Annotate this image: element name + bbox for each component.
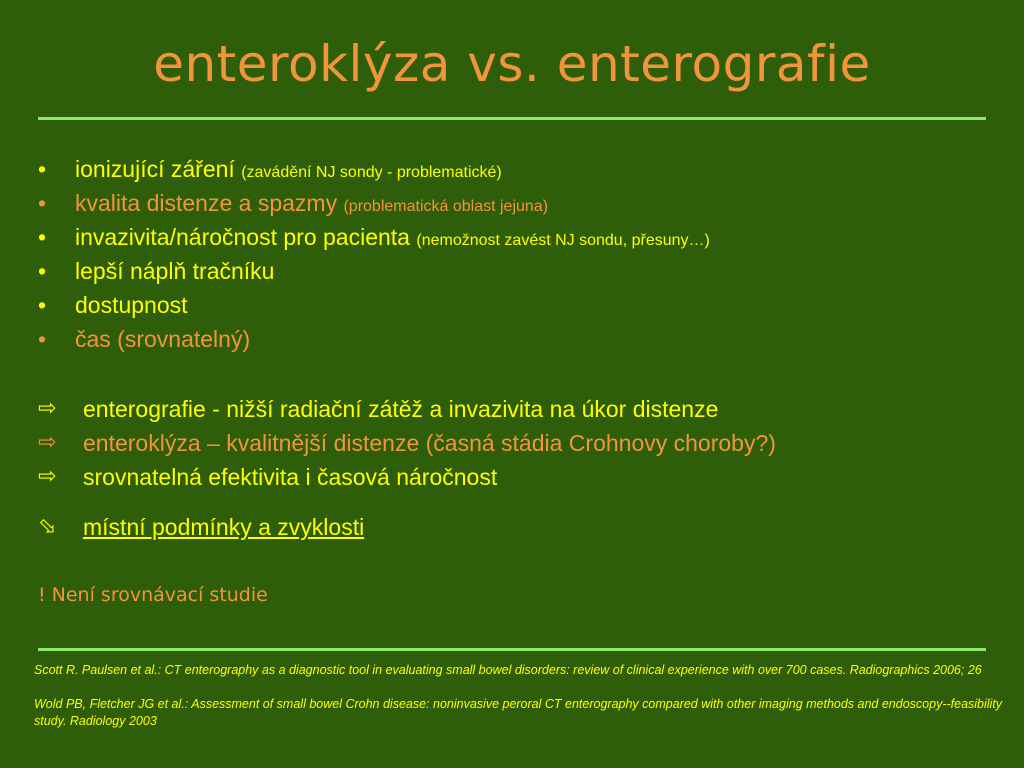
bullet-dot: • <box>38 326 47 352</box>
down-right-arrow-icon: ⬂ <box>38 514 57 539</box>
bullet-text: kvalita distenze a spazmy (problematická oblast jejuna) <box>75 190 549 216</box>
reference-item: Scott R. Paulsen et al.: CT enterography as a diagnostic tool in evaluating small bowel disorders: review of clinical experience with over 700 cases. Radiographics 2006; 26 <box>34 663 982 677</box>
bullet-dot: • <box>38 190 47 216</box>
bullet-dot: • <box>38 156 47 182</box>
right-arrow-icon: ⇨ <box>38 464 57 489</box>
bullet-note: (problematická oblast jejuna) <box>343 198 549 215</box>
slide-title: enteroklýza vs. enterografie <box>153 35 871 93</box>
bullet-item <box>38 254 998 288</box>
right-arrow-icon: ⇨ <box>38 430 57 455</box>
local-conditions-item <box>38 510 1008 544</box>
bullet-text: čas (srovnatelný) <box>75 326 251 352</box>
conclusion-text: enterografie - nižší radiační zátěž a invazivita na úkor distenze <box>83 396 719 422</box>
bullet-dot: • <box>38 258 47 284</box>
top-divider <box>38 117 986 120</box>
conclusion-item <box>38 392 1008 426</box>
bullet-text: invazivita/náročnost pro pacienta (nemožnost zavést NJ sondu, přesuny…) <box>75 224 710 250</box>
bullet-note: (nemožnost zavést NJ sondu, přesuny…) <box>416 232 710 249</box>
reference-item: Wold PB, Fletcher JG et al.: Assessment of small bowel Crohn disease: noninvasive peroral CT enterography compared with other imaging methods and endoscopy--feasibility study. Radiology 2003 <box>34 697 1003 728</box>
conclusion-item <box>38 460 1008 494</box>
bullet-note: (zavádění NJ sondy - problematické) <box>241 164 502 181</box>
bullet-item <box>38 186 998 220</box>
bullet-item <box>38 152 998 186</box>
bullet-dot: • <box>38 292 47 318</box>
local-conditions-link[interactable]: místní podmínky a zvyklosti <box>83 514 365 540</box>
bullet-text: ionizující záření (zavádění NJ sondy - problematické) <box>75 156 502 182</box>
bullet-text: dostupnost <box>75 292 188 318</box>
bullet-list <box>38 152 998 356</box>
conclusion-list <box>38 392 1008 544</box>
conclusion-text: srovnatelná efektivita i časová náročnost <box>83 464 498 490</box>
right-arrow-icon: ⇨ <box>38 396 57 421</box>
conclusion-item <box>38 426 1008 460</box>
references <box>34 662 1004 747</box>
bullet-dot: • <box>38 224 47 250</box>
warning-note: ! Není srovnávací studie <box>38 584 268 606</box>
conclusion-text: enteroklýza – kvalitnější distenze (časná stádia Crohnovy choroby?) <box>83 430 776 456</box>
bullet-item <box>38 322 998 356</box>
bullet-text: lepší náplň tračníku <box>75 258 275 284</box>
bottom-divider <box>38 648 986 651</box>
bullet-item <box>38 220 998 254</box>
bullet-item <box>38 288 998 322</box>
